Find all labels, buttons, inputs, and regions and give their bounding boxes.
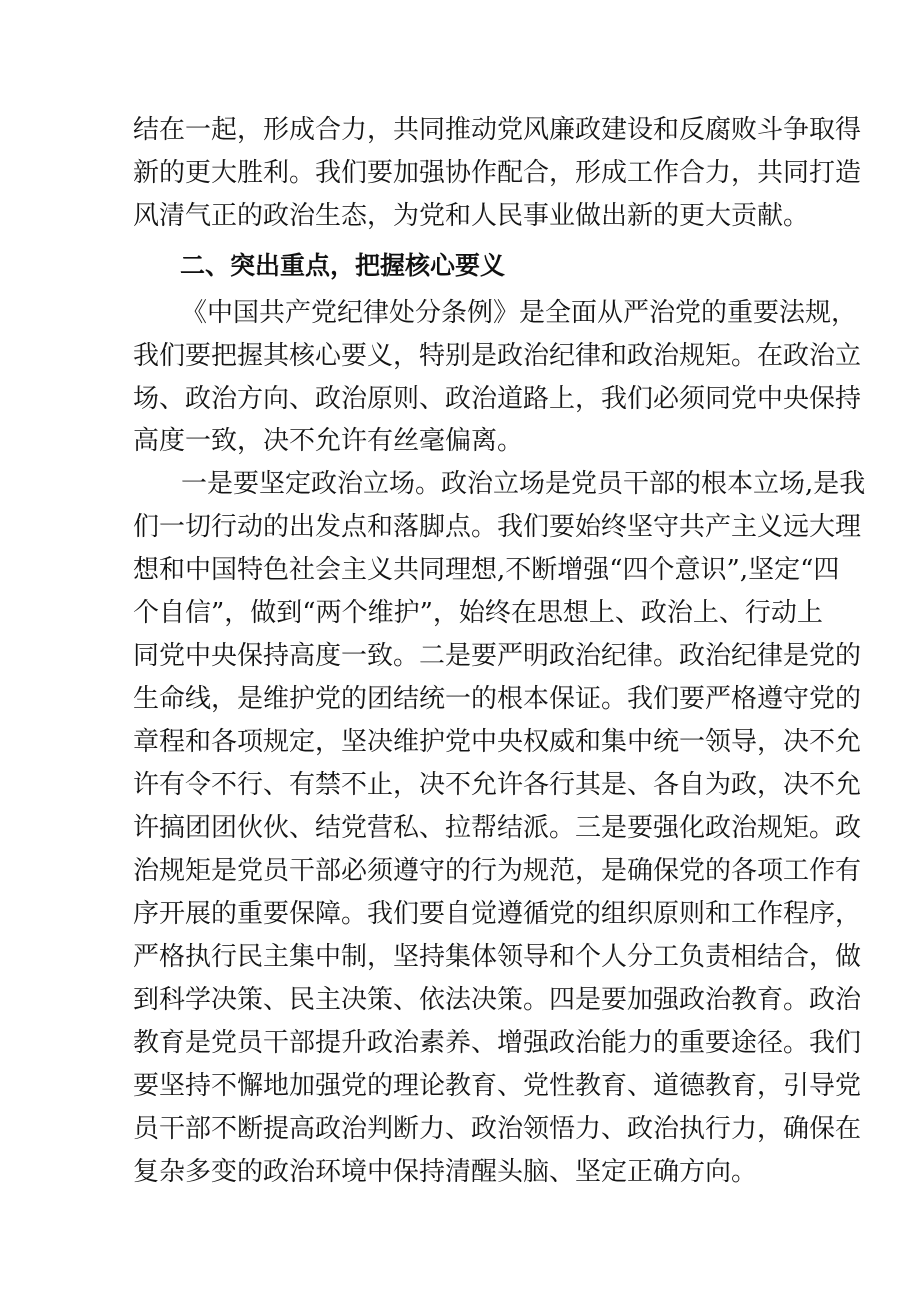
paragraph-line [133,425,785,457]
line-text: 严格执行民主集中制，坚持集体领导和个人分工负责相结合，做 [133,942,862,972]
paragraph-line [133,114,862,146]
section-heading [180,250,580,282]
paragraph-line [133,769,862,801]
paragraph-line [133,340,862,372]
paragraph-line [133,1113,862,1145]
paragraph-line [133,726,862,758]
line-text: 到科学决策、民主决策、依法决策。四是要加强政治教育。政治 [133,985,862,1015]
paragraph-line [133,984,862,1016]
heading-text: 二、突出重点，把握核心要义 [180,251,506,280]
line-text: 风清气正的政治生态，为党和人民事业做出新的更大贡献。 [133,201,810,231]
line-text: 《中国共产党纪律处分条例》是全面从严治党的重要法规， [181,298,858,328]
line-text: 一是要坚定政治立场。政治立场是党员干部的根本立场,是我 [181,469,866,499]
line-text: 我们要把握其核心要义，特别是政治纪律和政治规矩。在政治立 [133,341,862,371]
paragraph-line [133,383,862,415]
paragraph-line [133,1070,862,1102]
line-text: 结在一起，形成合力，共同推动党风廉政建设和反腐败斗争取得 [133,115,862,145]
line-text: 新的更大胜利。我们要加强协作配合，形成工作合力，共同打造 [133,158,862,188]
line-text: 要坚持不懈地加强党的理论教育、党性教育、道德教育，引导党 [133,1071,862,1101]
line-text: 教育是党员干部提升政治素养、增强政治能力的重要途径。我们 [133,1028,862,1058]
paragraph-line [133,200,810,232]
line-text: 想和中国特色社会主义共同理想,不断增强“四个意识”,坚定“四 [133,555,840,585]
paragraph-line [133,941,862,973]
line-text: 许有令不行、有禁不止，决不允许各行其是、各自为政，决不允 [133,770,862,800]
paragraph-line [181,468,866,500]
paragraph-line [133,511,862,543]
line-text: 场、政治方向、政治原则、政治道路上，我们必须同党中央保持 [133,384,862,414]
line-text: 治规矩是党员干部必须遵守的行为规范，是确保党的各项工作有 [133,856,862,886]
line-text: 序开展的重要保障。我们要自觉遵循党的组织原则和工作程序， [133,899,862,929]
paragraph-line [133,898,862,930]
paragraph-line [133,597,823,629]
paragraph-line [133,554,840,586]
paragraph-line [133,812,862,844]
line-text: 同党中央保持高度一致。二是要严明政治纪律。政治纪律是党的 [133,641,862,671]
paragraph-line [133,1027,862,1059]
paragraph-line [133,640,862,672]
line-text: 生命线，是维护党的团结统一的根本保证。我们要严格遵守党的 [133,684,862,714]
paragraph-line [181,297,858,329]
line-text: 章程和各项规定，坚决维护党中央权威和集中统一领导，决不允 [133,727,862,757]
line-text: 个自信”，做到“两个维护”，始终在思想上、政治上、行动上 [133,598,823,628]
line-text: 高度一致，决不允许有丝毫偏离。 [133,426,524,456]
paragraph-line [133,157,862,189]
line-text: 许搞团团伙伙、结党营私、拉帮结派。三是要强化政治规矩。政 [133,813,862,843]
paragraph-line [133,855,862,887]
line-text: 们一切行动的出发点和落脚点。我们要始终坚守共产主义远大理 [133,512,862,542]
paragraph-line [133,683,862,715]
line-text: 复杂多变的政治环境中保持清醒头脑、坚定正确方向。 [133,1157,758,1187]
paragraph-line [133,1156,785,1188]
line-text: 员干部不断提高政治判断力、政治领悟力、政治执行力，确保在 [133,1114,862,1144]
